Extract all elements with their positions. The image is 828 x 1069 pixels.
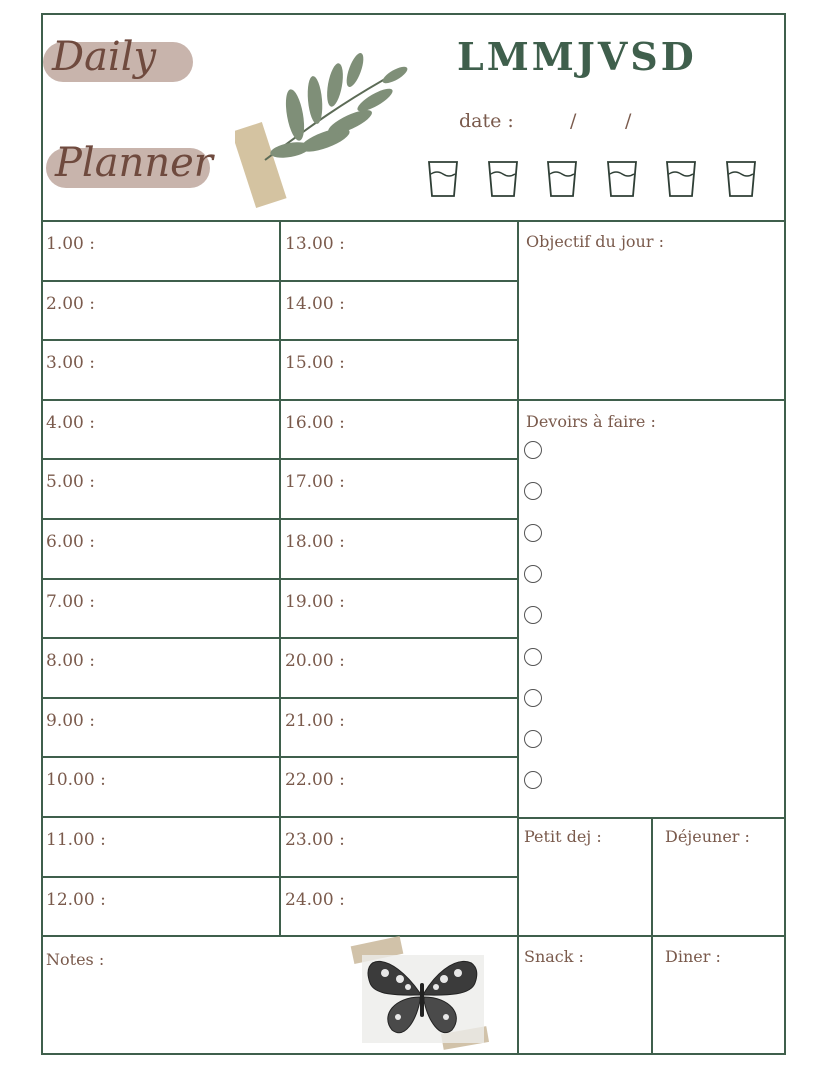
devoir-checkbox[interactable] [524,606,542,624]
schedule-hour-label: 16.00 : [285,413,345,433]
schedule-row-divider [41,697,518,699]
schedule-hour-label: 3.00 : [46,353,95,373]
petit-dej-label: Petit dej : [524,827,602,846]
water-glass-icon[interactable] [487,160,519,198]
schedule-row-divider [41,756,518,758]
schedule-hour-label: 18.00 : [285,532,345,552]
date-label: date : [459,110,514,132]
schedule-row-divider [41,518,518,520]
water-glass-icon[interactable] [606,160,638,198]
schedule-hour-label: 1.00 : [46,234,95,254]
water-glass-icon[interactable] [725,160,757,198]
water-glass-icon[interactable] [546,160,578,198]
devoir-checkbox[interactable] [524,689,542,707]
devoir-checkbox[interactable] [524,524,542,542]
schedule-hour-label: 19.00 : [285,592,345,612]
schedule-hour-label: 9.00 : [46,711,95,731]
devoirs-label: Devoirs à faire : [526,412,656,431]
schedule-hour-label: 21.00 : [285,711,345,731]
schedule-hour-label: 8.00 : [46,651,95,671]
schedule-hour-label: 5.00 : [46,472,95,492]
title-planner: Planner [55,140,213,186]
schedule-hour-label: 6.00 : [46,532,95,552]
schedule-hour-label: 2.00 : [46,294,95,314]
schedule-row-divider [41,578,518,580]
water-glass-icon[interactable] [427,160,459,198]
schedule-hour-label: 7.00 : [46,592,95,612]
leaf-branch-illustration [235,30,415,215]
devoir-checkbox[interactable] [524,482,542,500]
schedule-hour-label: 23.00 : [285,830,345,850]
schedule-hour-label: 11.00 : [46,830,106,850]
schedule-row-divider [41,280,518,282]
schedule-hour-label: 13.00 : [285,234,345,254]
schedule-hour-label: 15.00 : [285,353,345,373]
date-separator-1: / [570,110,577,132]
notes-label: Notes : [46,950,105,969]
devoir-checkbox[interactable] [524,730,542,748]
devoir-checkbox[interactable] [524,648,542,666]
schedule-row-divider [41,637,518,639]
dejeuner-label: Déjeuner : [665,827,750,846]
schedule-hour-label: 12.00 : [46,890,106,910]
snack-label: Snack : [524,947,584,966]
devoir-checkbox[interactable] [524,441,542,459]
title-daily: Daily [52,34,157,80]
objectif-label: Objectif du jour : [526,232,664,251]
schedule-hour-label: 14.00 : [285,294,345,314]
devoir-checkbox[interactable] [524,565,542,583]
schedule-hour-label: 10.00 : [46,770,106,790]
schedule-hour-label: 20.00 : [285,651,345,671]
schedule-row-divider [41,339,518,341]
schedule-hour-label: 24.00 : [285,890,345,910]
schedule-row-divider [41,816,518,818]
schedule-row-divider [41,876,518,878]
devoir-checkbox[interactable] [524,771,542,789]
schedule-hour-label: 17.00 : [285,472,345,492]
date-separator-2: / [625,110,632,132]
schedule-row-divider [41,458,518,460]
schedule-hour-label: 22.00 : [285,770,345,790]
schedule-row-divider [41,399,518,401]
butterfly-illustration [350,935,495,1060]
schedule-hour-label: 4.00 : [46,413,95,433]
diner-label: Diner : [665,947,721,966]
water-glass-icon[interactable] [665,160,697,198]
weekday-letters: LMMJVSD [457,34,697,79]
